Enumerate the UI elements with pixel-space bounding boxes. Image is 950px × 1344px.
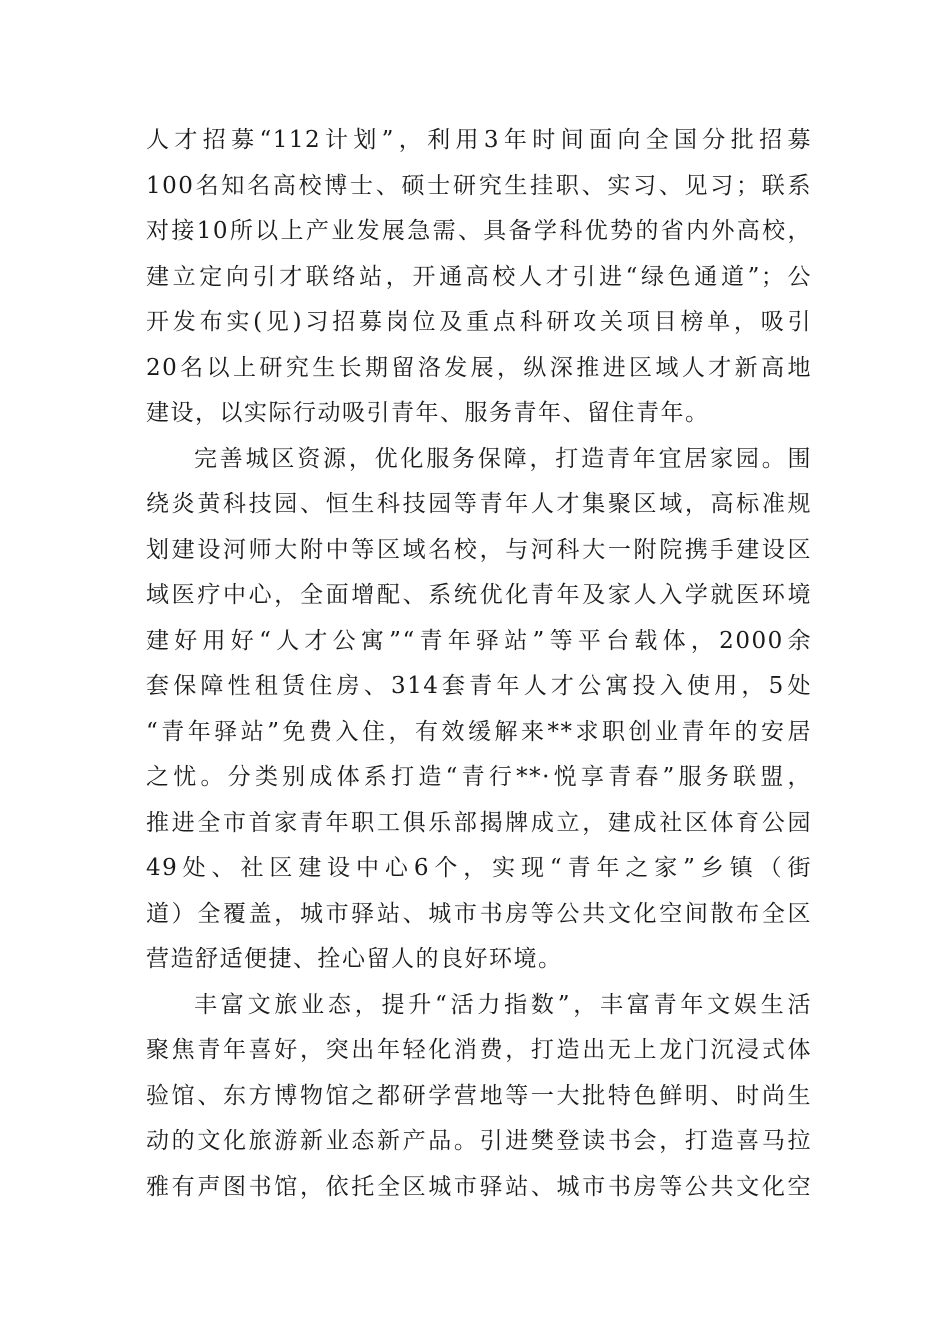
text-line: 丰富文旅业态，提升“活力指数”，丰富青年文娱生活 (194, 991, 812, 1018)
text-line: “青年驿站”免费入住，有效缓解来**求职创业青年的安居 (146, 718, 812, 745)
text-line: 建好用好“人才公寓”“青年驿站”等平台载体，2000余 (146, 627, 812, 654)
text-line: 49处、社区建设中心6个，实现“青年之家”乡镇（街 (146, 855, 812, 881)
text-line: 之忧。分类别成体系打造“青行**·悦享青春”服务联盟， (146, 764, 812, 790)
text-line: 划建设河师大附中等区域名校，与河科大一附院携手建设区 (146, 536, 812, 563)
text-line: 建立定向引才联络站，开通高校人才引进“绿色通道”；公 (146, 263, 812, 290)
document-body (146, 118, 812, 1210)
paragraph-talent-recruitment (146, 118, 812, 437)
paragraph-culture-tourism (146, 983, 812, 1211)
text-line: 验馆、东方博物馆之都研学营地等一大批特色鲜明、时尚生 (146, 1082, 812, 1109)
text-line: 完善城区资源，优化服务保障，打造青年宜居家园。围 (194, 445, 812, 472)
text-line: 域医疗中心，全面增配、系统优化青年及家人入学就医环境 (146, 582, 812, 608)
text-line: 营造舒适便捷、拴心留人的良好环境。 (146, 946, 563, 972)
text-line: 道）全覆盖，城市驿站、城市书房等公共文化空间散布全区 (146, 900, 812, 927)
text-line: 聚焦青年喜好，突出年轻化消费，打造出无上龙门沉浸式体 (146, 1037, 812, 1063)
text-line: 推进全市首家青年职工俱乐部揭牌成立，建成社区体育公园 (146, 809, 812, 836)
text-line: 100名知名高校博士、硕士研究生挂职、实习、见习；联系 (146, 172, 812, 199)
text-line: 20名以上研究生长期留洛发展，纵深推进区域人才新高地 (146, 354, 812, 381)
text-line: 套保障性租赁住房、314套青年人才公寓投入使用，5处 (146, 673, 812, 699)
text-line: 对接10所以上产业发展急需、具备学科优势的省内外高校， (146, 218, 812, 244)
paragraph-urban-resources (146, 437, 812, 983)
text-line: 建设，以实际行动吸引青年、服务青年、留住青年。 (146, 400, 710, 426)
text-line: 动的文化旅游新业态新产品。引进樊登读书会，打造喜马拉 (146, 1128, 812, 1154)
text-line: 绕炎黄科技园、恒生科技园等青年人才集聚区域，高标准规 (146, 491, 812, 517)
text-line: 开发布实(见)习招募岗位及重点科研攻关项目榜单，吸引 (146, 309, 812, 335)
text-line: 雅有声图书馆，依托全区城市驿站、城市书房等公共文化空 (146, 1173, 812, 1200)
text-line: 人才招募“112计划”，利用3年时间面向全国分批招募 (146, 127, 812, 153)
